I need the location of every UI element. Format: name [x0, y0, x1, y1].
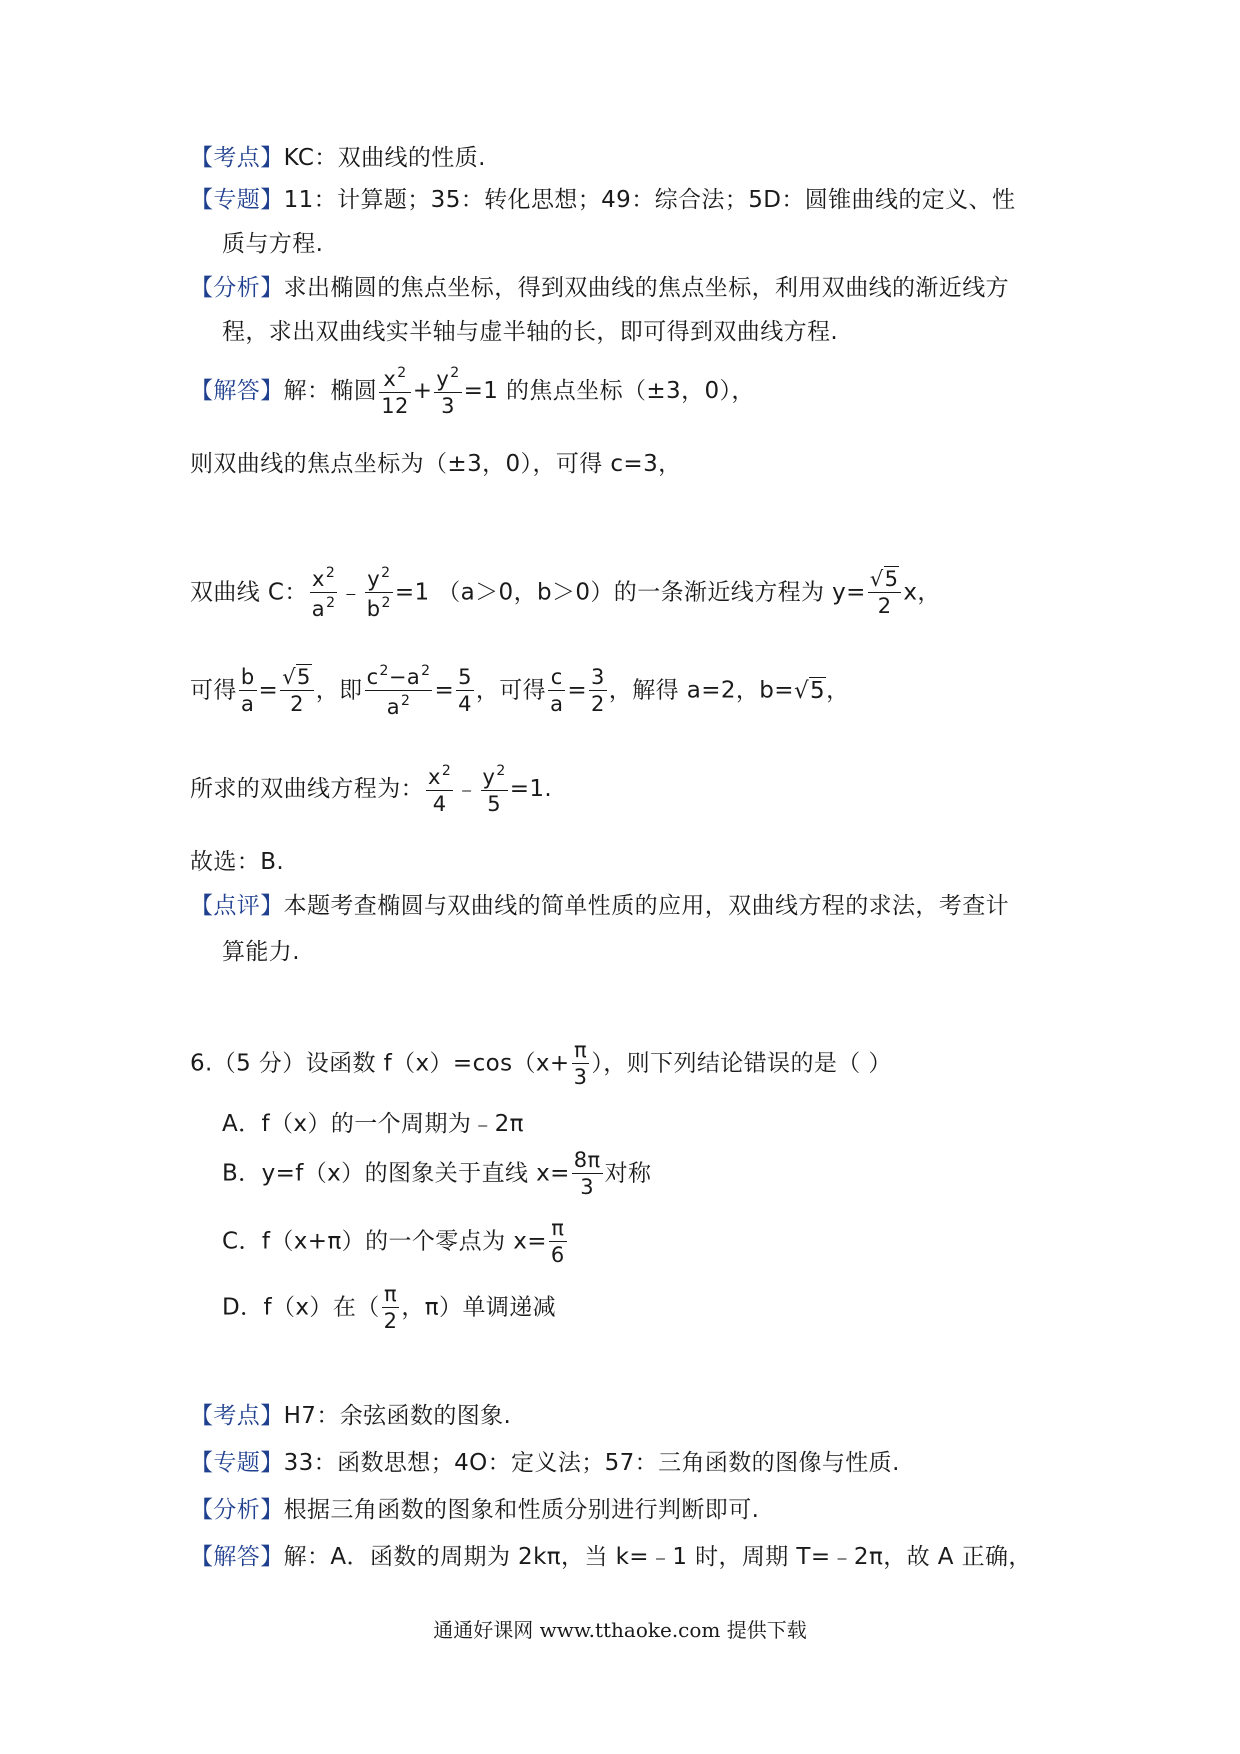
operator: =: [434, 677, 455, 704]
numerator: 3: [591, 665, 605, 689]
numerator: x: [312, 567, 325, 591]
exponent: 2: [441, 763, 452, 779]
fraction: [572, 1040, 590, 1088]
fenxi-tag: 【分析】: [190, 275, 284, 301]
q6-option-b: [222, 1150, 651, 1198]
text: =1 的焦点坐标（±3，0），: [463, 378, 755, 404]
radicand: 5: [884, 567, 899, 591]
denominator: 2: [591, 692, 605, 716]
operator: =: [258, 677, 279, 704]
numerator: y: [436, 367, 450, 391]
q6-stem: [190, 1040, 892, 1088]
denominator: 2: [290, 692, 304, 716]
text: 对称: [604, 1160, 652, 1187]
numerator: 8π: [573, 1148, 601, 1172]
exponent: 2: [397, 365, 407, 381]
jieda-tag: 【解答】: [190, 1544, 284, 1570]
operator: ﹣: [339, 579, 363, 606]
denominator: 3: [441, 394, 455, 418]
fraction: [481, 764, 508, 815]
jieda-tag: 【解答】: [190, 378, 284, 404]
denominator: 12: [381, 394, 409, 418]
denominator: 3: [580, 1175, 595, 1199]
text: =1.: [509, 776, 553, 802]
numerator: c: [548, 667, 565, 691]
q5-jieda-line1: [190, 366, 755, 417]
kaodian-text: H7：余弦函数的图象.: [283, 1403, 512, 1429]
denominator: 4: [458, 692, 472, 716]
denominator: a: [311, 597, 326, 621]
fraction: [382, 1284, 400, 1332]
text: B．y=f（x）的图象关于直线 x=: [222, 1160, 570, 1187]
q6-option-d: [222, 1284, 556, 1332]
text: ，可得: [475, 677, 547, 704]
text: ），则下列结论错误的是（ ）: [591, 1050, 892, 1077]
numerator: b: [240, 665, 255, 689]
q6-kaodian: [190, 1400, 511, 1432]
q5-jieda-line4: [190, 664, 850, 718]
q5-fenxi: [190, 272, 1009, 304]
text: x，: [903, 579, 941, 606]
text: ，即: [315, 677, 363, 704]
text: 解：椭圆: [283, 378, 378, 404]
fraction: [426, 764, 453, 815]
q6-option-a: A．f（x）的一个周期为﹣2π: [222, 1111, 524, 1137]
fraction: [239, 667, 257, 715]
q6-jieda: [190, 1541, 1032, 1573]
text: =1 （a＞0，b＞0）的一条渐近线方程为 y=: [394, 579, 866, 606]
text: D．f（x）在（: [222, 1294, 380, 1321]
operator: =: [567, 677, 588, 704]
jieda-text: 解：A．函数的周期为 2kπ，当 k=﹣1 时，周期 T=﹣2π，故 A 正确，: [283, 1544, 1032, 1570]
exponent: 2: [325, 565, 336, 581]
operator: +: [412, 378, 433, 404]
denominator: 2: [877, 594, 892, 618]
zhuanti-text: 11：计算题；35：转化思想；49：综合法；5D：圆锥曲线的定义、性: [283, 187, 1016, 213]
fraction: [365, 664, 433, 718]
exponent: 2: [326, 595, 336, 611]
text: ，解得 a=2，b=: [608, 677, 794, 704]
q6-fenxi: [190, 1494, 759, 1526]
numerator: −a: [388, 665, 421, 689]
text: 6.（5 分）设函数 f（x）=cos（x+: [190, 1050, 570, 1077]
fraction: [365, 566, 393, 620]
exponent: 2: [381, 565, 391, 581]
fenxi-tag: 【分析】: [190, 1497, 284, 1523]
denominator: 5: [487, 792, 501, 816]
q5-kaodian: [190, 142, 486, 174]
q5-jieda-line2: 则双曲线的焦点坐标为（±3，0），可得 c=3，: [190, 451, 682, 477]
fraction: [572, 1150, 603, 1198]
q5-jieda-line6: 故选：B.: [190, 849, 285, 875]
numerator: y: [367, 567, 381, 591]
exponent: 2: [379, 663, 389, 679]
numerator: π: [572, 1040, 590, 1064]
q6-option-c: [222, 1218, 569, 1266]
exponent: 2: [401, 693, 411, 709]
denominator: a: [386, 695, 400, 719]
sqrt-sign: √5: [793, 677, 826, 704]
kaodian-tag: 【考点】: [190, 145, 284, 171]
kaodian-text: KC：双曲线的性质.: [283, 145, 486, 171]
dianping-text: 本题考查椭圆与双曲线的简单性质的应用，双曲线方程的求法，考查计: [283, 893, 1010, 919]
fraction: [280, 667, 314, 715]
denominator: 6: [550, 1243, 565, 1267]
page-footer: 通通好课网 www.tthaoke.com 提供下载: [433, 1618, 807, 1642]
exponent: 2: [450, 365, 460, 381]
numerator: π: [382, 1284, 400, 1308]
text: 可得: [190, 677, 237, 704]
radicand: 5: [297, 665, 311, 689]
sqrt-sign: √5: [282, 665, 311, 689]
denominator: 2: [383, 1309, 398, 1333]
q5-zhuanti-cont: 质与方程.: [222, 231, 324, 257]
numerator: y: [482, 765, 496, 789]
text: ，: [826, 677, 850, 704]
zhuanti-tag: 【专题】: [190, 1450, 284, 1476]
numerator: x: [383, 367, 397, 391]
q5-fenxi-cont: 程，求出双曲线实半轴与虚半轴的长，即可得到双曲线方程.: [222, 319, 839, 345]
q5-dianping: [190, 890, 1009, 922]
denominator: 4: [432, 792, 447, 816]
text: C．f（x+π）的一个零点为 x=: [222, 1228, 547, 1255]
dianping-tag: 【点评】: [190, 893, 284, 919]
q5-zhuanti: [190, 184, 1015, 216]
denominator: 3: [573, 1065, 588, 1089]
fraction: [548, 667, 565, 715]
numerator: x: [428, 765, 441, 789]
denominator: b: [366, 597, 381, 621]
zhuanti-text: 33：函数思想；4O：定义法；57：三角函数的图像与性质.: [283, 1450, 900, 1476]
sqrt-sign: √5: [869, 567, 899, 591]
exponent: 2: [381, 595, 391, 611]
q5-dianping-cont: 算能力.: [222, 939, 300, 965]
denominator: a: [241, 692, 255, 716]
numerator: π: [549, 1218, 567, 1242]
numerator: c: [366, 665, 379, 689]
radicand: 5: [810, 677, 826, 704]
q5-jieda-line3: [190, 566, 941, 620]
operator: ﹣: [455, 776, 479, 802]
fenxi-text: 根据三角函数的图象和性质分别进行判断即可.: [283, 1497, 760, 1523]
fraction: [868, 569, 902, 617]
text: 双曲线 C：: [190, 579, 308, 606]
fraction: [310, 566, 338, 620]
exponent: 2: [496, 763, 506, 779]
q6-zhuanti: [190, 1447, 900, 1479]
fraction: [549, 1218, 567, 1266]
kaodian-tag: 【考点】: [190, 1403, 284, 1429]
q5-jieda-line5: [190, 764, 552, 815]
fraction: [589, 667, 607, 715]
fraction: [379, 366, 411, 417]
numerator: 5: [458, 665, 472, 689]
zhuanti-tag: 【专题】: [190, 187, 284, 213]
fraction: [456, 667, 474, 715]
fraction: [434, 366, 461, 417]
text: ，π）单调递减: [401, 1294, 557, 1321]
fenxi-text: 求出椭圆的焦点坐标，得到双曲线的焦点坐标，利用双曲线的渐近线方: [283, 275, 1010, 301]
exponent: 2: [421, 663, 431, 679]
denominator: a: [550, 692, 564, 716]
text: 所求的双曲线方程为：: [190, 776, 424, 802]
